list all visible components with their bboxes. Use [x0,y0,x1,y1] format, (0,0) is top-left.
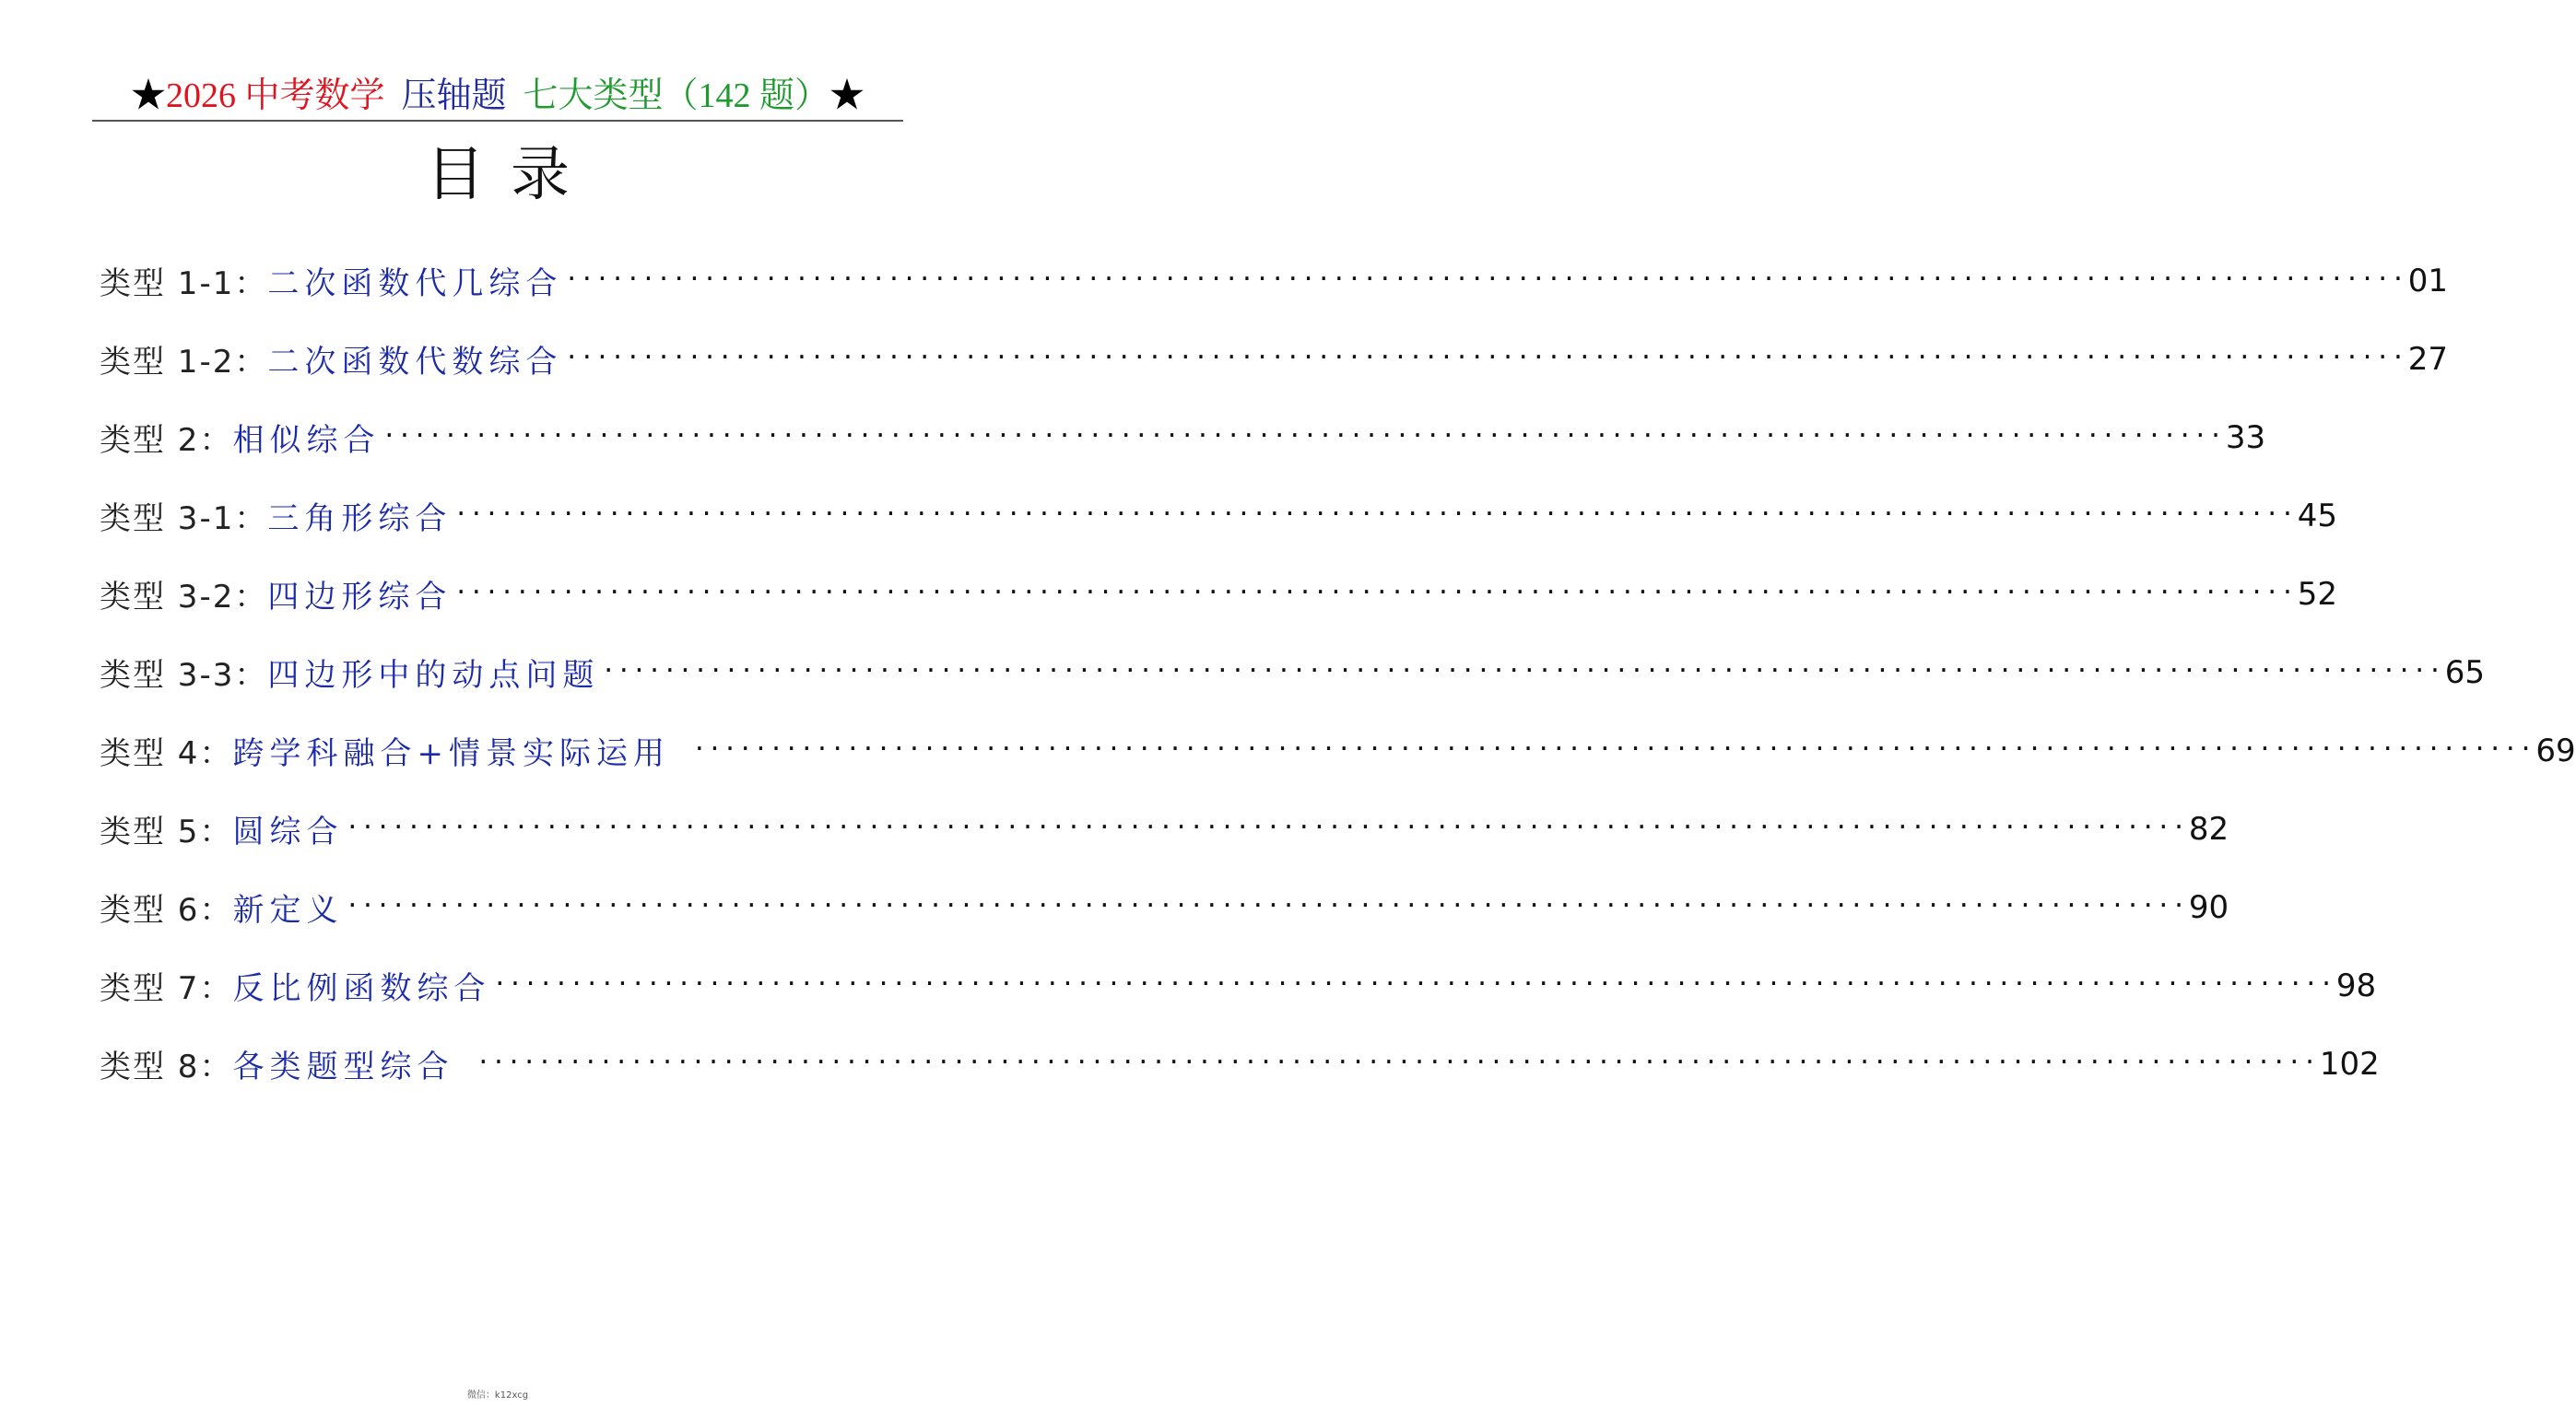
toc-entry-label: 类型 3-3： [100,657,268,694]
document-header [92,72,903,120]
toc-entry[interactable] [100,398,2266,476]
header-exam-title: 2026 中考数学 [165,76,385,115]
toc-entry-label: 类型 4： [100,735,233,772]
toc-entry-page: 52 [2297,575,2338,613]
toc-entry-label: 类型 6： [100,892,233,929]
toc-entry-label: 类型 3-1： [100,500,268,537]
dot-leader: ························································································································ [345,891,2187,920]
dot-leader: ························································································································ [382,421,2224,450]
toc-entry-topic: 各类题型综合 [232,1049,454,1085]
toc-entry-page: 98 [2335,967,2377,1004]
star-left-icon: ★ [130,76,166,115]
toc-entry-label: 类型 2： [100,422,233,459]
toc-entry[interactable] [100,868,2229,946]
toc-entry-page: 65 [2444,653,2486,691]
toc-entry[interactable] [100,633,2486,711]
toc-entry-topic: 四边形中的动点问题 [267,657,600,694]
dot-leader: ························································································································ [453,499,2296,528]
dot-leader: ························································································································ [345,813,2187,841]
toc-entry[interactable] [100,946,2377,1025]
toc-entry-label: 类型 3-2： [100,579,268,616]
toc-entry[interactable] [100,1025,2380,1103]
toc-entry-label: 类型 1-1： [100,265,268,302]
toc-entry-label: 类型 7： [100,970,233,1007]
toc-entry-topic: 四边形综合 [267,579,453,616]
header-topic: 压轴题 [401,76,507,115]
toc-entry-topic: 相似综合 [232,422,381,459]
toc-entry[interactable] [100,790,2229,868]
toc-entry-topic: 反比例函数综合 [232,970,491,1007]
watermark: 微信：k12xcg [466,1390,529,1401]
toc-entry-page: 01 [2407,262,2449,299]
toc-entry-page: 27 [2407,340,2449,378]
toc-entry-page: 90 [2188,888,2229,926]
header-types: 七大类型（142 题） [523,76,830,115]
toc-entry-topic: 二次函数代数综合 [267,344,563,381]
dot-leader: ························································································································ [564,343,2406,371]
toc-entry-label: 类型 5： [100,814,233,850]
toc-entry-page: 102 [2319,1045,2380,1083]
page-title: 目录 [426,141,595,209]
header-divider [92,120,903,122]
dot-leader: ························································································································ [691,734,2535,763]
toc-entry[interactable] [100,711,2576,790]
toc-entry-topic: 新定义 [232,892,344,929]
toc-entry-page: 33 [2225,418,2266,456]
toc-entry[interactable] [100,320,2449,398]
toc-entry-page: 69 [2535,732,2576,769]
star-right-icon: ★ [829,76,865,115]
toc-entry-label: 类型 8： [100,1049,233,1085]
toc-entry-topic: 跨学科融合+情景实际运用 [232,735,670,772]
dot-leader: ························································································································ [476,1048,2318,1076]
toc-entry-page: 45 [2297,497,2338,534]
toc-entry-topic: 三角形综合 [267,500,453,537]
dot-leader: ························································································································ [492,969,2335,998]
dot-leader: ························································································································ [564,264,2406,293]
toc-entry[interactable] [100,476,2338,555]
dot-leader: ························································································································ [453,578,2296,606]
dot-leader: ························································································································ [601,656,2443,685]
toc-entry-topic: 二次函数代几综合 [267,265,563,302]
table-of-contents [100,241,2576,1103]
toc-entry[interactable] [100,241,2449,320]
toc-entry-page: 82 [2188,810,2229,848]
toc-entry-label: 类型 1-2： [100,344,268,381]
toc-entry-topic: 圆综合 [232,814,344,850]
toc-entry[interactable] [100,555,2338,633]
